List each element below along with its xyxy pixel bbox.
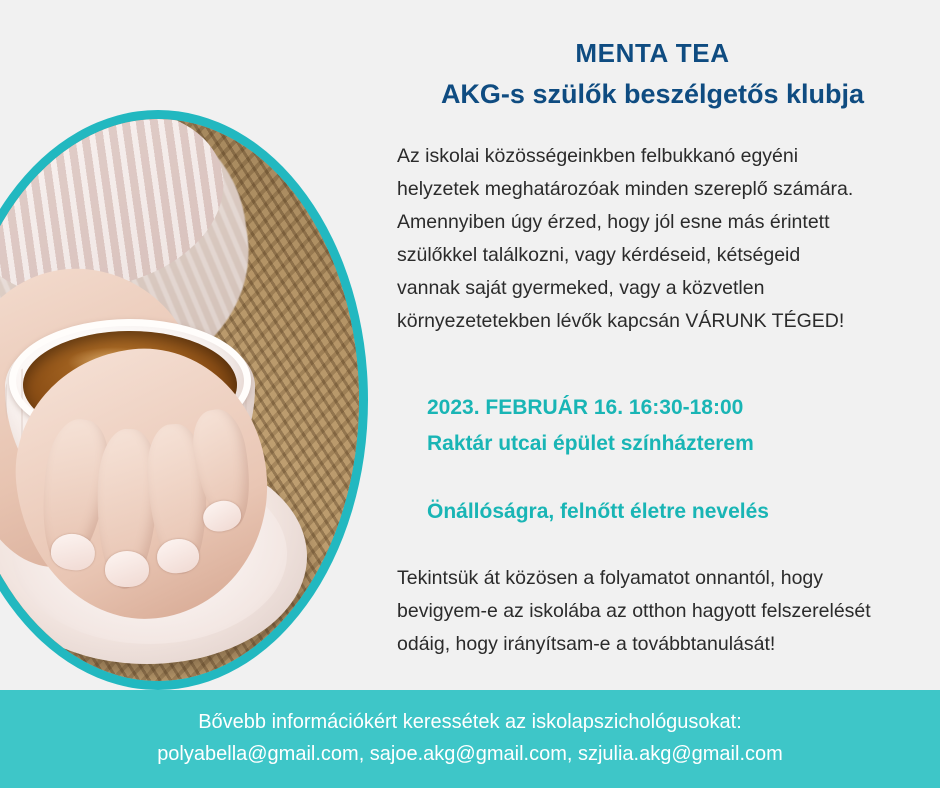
intro-paragraph: Az iskolai közösségeinkben felbukkanó egyéni helyzetek meghatározóak minden szereplő számára. Amennyiben úgy érzed, hogy jól esne más érintett szülőkkel találkozni, vagy kérdéseid, kétségeid vannak saját gyermeked, vagy a közvetlen környezetetekben lévők kapcsán VÁRUNK TÉGED!: [397, 145, 854, 332]
fingernail: [105, 551, 149, 587]
photo-ring-border: [0, 110, 368, 690]
title-block: [365, 38, 940, 110]
event-details: [427, 390, 927, 462]
poster-title-primary: MENTA TEA: [575, 38, 730, 68]
footer-line-1: Bővebb információkért keressétek az iskolapszichológusokat:: [198, 711, 742, 733]
photo-circle: [0, 110, 378, 700]
hands-holding-tea-cup-photo: [0, 119, 359, 681]
text-content: [385, 0, 940, 690]
event-datetime: 2023. FEBRUÁR 16. 16:30-18:00: [427, 396, 744, 419]
poster-title-secondary: AKG-s szülők beszélgetős klubja: [440, 79, 865, 109]
footer-contact-bar: [0, 690, 940, 788]
footer-line-2: polyabella@gmail.com, sajoe.akg@gmail.com, szjulia.akg@gmail.com: [157, 743, 783, 765]
topic-paragraph: Tekintsük át közösen a folyamatot onnantól, hogy bevigyem-e az iskolába az otthon hagyott felszerelését odáig, hogy irányítsam-e a továbbtanulását!: [397, 567, 871, 655]
event-location: Raktár utcai épület színházterem: [427, 432, 754, 455]
event-topic: Önállóságra, felnőtt életre nevelés: [427, 500, 769, 523]
